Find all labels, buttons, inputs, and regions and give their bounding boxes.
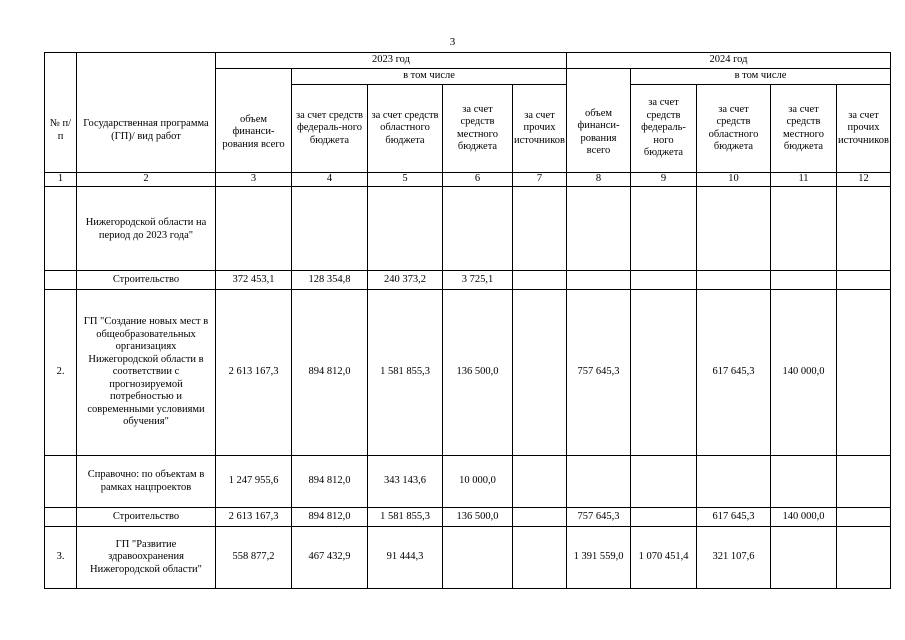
cell-oth-2024 [837,456,891,508]
cell-loc-2024 [771,456,837,508]
cell-total-2023: 2 613 167,3 [216,290,292,456]
header-year-2023: 2023 год [216,53,567,69]
cell-loc-2023 [443,187,513,271]
col-number: 12 [837,173,891,187]
cell-reg-2024: 617 645,3 [697,290,771,456]
col-number: 3 [216,173,292,187]
cell-oth-2023 [513,456,567,508]
cell-fed-2023: 894 812,0 [292,508,368,527]
header-incl-2024: в том числе [631,69,891,85]
table-row [45,508,891,527]
header-oth-2023: за счет прочих источников [513,85,567,173]
cell-total-2023 [216,187,292,271]
table-row [45,290,891,456]
header-col-program: Государственная программа (ГП)/ вид работ [77,53,216,173]
cell-fed-2024 [631,508,697,527]
cell-fed-2024 [631,290,697,456]
row-index: 3. [45,527,77,589]
cell-reg-2023: 240 373,2 [368,271,443,290]
cell-reg-2024 [697,456,771,508]
cell-total-2024 [567,456,631,508]
cell-reg-2023: 343 143,6 [368,456,443,508]
cell-total-2023: 1 247 955,6 [216,456,292,508]
col-number: 8 [567,173,631,187]
col-number: 5 [368,173,443,187]
cell-oth-2023 [513,187,567,271]
cell-reg-2024 [697,271,771,290]
cell-loc-2024 [771,271,837,290]
cell-reg-2023 [368,187,443,271]
row-name: ГП "Создание новых мест в общеобразовательных организациях Нижегородской области в соответствии с прогнозируемой потребностью и современными условиями обучения" [77,290,216,456]
cell-loc-2023: 3 725,1 [443,271,513,290]
cell-fed-2023: 128 354,8 [292,271,368,290]
cell-oth-2024 [837,290,891,456]
row-index [45,508,77,527]
table-row [45,271,891,290]
cell-fed-2023 [292,187,368,271]
cell-fed-2024: 1 070 451,4 [631,527,697,589]
cell-total-2024 [567,187,631,271]
header-total-2024: объем финанси-рования всего [567,69,631,173]
row-name: Строительство [77,271,216,290]
header-loc-2024: за счет средств местного бюджета [771,85,837,173]
row-name: Справочно: по объектам в рамках нацпроектов [77,456,216,508]
cell-total-2023: 2 613 167,3 [216,508,292,527]
cell-total-2024: 1 391 559,0 [567,527,631,589]
cell-fed-2024 [631,456,697,508]
cell-loc-2023: 136 500,0 [443,290,513,456]
cell-loc-2024 [771,527,837,589]
header-col-number: № п/п [45,53,77,173]
cell-oth-2023 [513,508,567,527]
col-number: 10 [697,173,771,187]
cell-loc-2023: 136 500,0 [443,508,513,527]
col-number: 9 [631,173,697,187]
row-name: ГП "Развитие здравоохранения Нижегородской области" [77,527,216,589]
cell-oth-2024 [837,527,891,589]
cell-oth-2023 [513,290,567,456]
header-row-numbers [45,173,891,187]
header-row-years [45,53,891,69]
col-number: 1 [45,173,77,187]
cell-reg-2024: 321 107,6 [697,527,771,589]
row-index [45,456,77,508]
col-number: 4 [292,173,368,187]
budget-table [44,52,891,589]
cell-loc-2024: 140 000,0 [771,290,837,456]
header-year-2024: 2024 год [567,53,891,69]
cell-fed-2023: 894 812,0 [292,290,368,456]
cell-oth-2023 [513,271,567,290]
cell-oth-2024 [837,271,891,290]
cell-total-2024: 757 645,3 [567,508,631,527]
header-incl-2023: в том числе [292,69,567,85]
table-row [45,456,891,508]
cell-oth-2024 [837,508,891,527]
cell-loc-2023 [443,527,513,589]
table-row [45,527,891,589]
cell-reg-2024: 617 645,3 [697,508,771,527]
cell-oth-2024 [837,187,891,271]
header-fed-2024: за счет средств федераль-ного бюджета [631,85,697,173]
cell-total-2024: 757 645,3 [567,290,631,456]
col-number: 6 [443,173,513,187]
cell-reg-2023: 1 581 855,3 [368,508,443,527]
cell-loc-2024: 140 000,0 [771,508,837,527]
col-number: 2 [77,173,216,187]
header-reg-2023: за счет средств областного бюджета [368,85,443,173]
row-index: 2. [45,290,77,456]
row-name: Строительство [77,508,216,527]
col-number: 7 [513,173,567,187]
cell-reg-2023: 91 444,3 [368,527,443,589]
table-row [45,187,891,271]
col-number: 11 [771,173,837,187]
cell-loc-2023: 10 000,0 [443,456,513,508]
cell-total-2024 [567,271,631,290]
cell-fed-2023: 467 432,9 [292,527,368,589]
row-index [45,271,77,290]
header-oth-2024: за счет прочих источников [837,85,891,173]
cell-total-2023: 372 453,1 [216,271,292,290]
cell-reg-2024 [697,187,771,271]
header-reg-2024: за счет средств областного бюджета [697,85,771,173]
cell-total-2023: 558 877,2 [216,527,292,589]
cell-fed-2024 [631,187,697,271]
cell-reg-2023: 1 581 855,3 [368,290,443,456]
header-total-2023: объем финанси-рования всего [216,69,292,173]
page-number: 3 [449,36,456,48]
cell-loc-2024 [771,187,837,271]
cell-oth-2023 [513,527,567,589]
row-name: Нижегородской области на период до 2023 года" [77,187,216,271]
header-fed-2023: за счет средств федераль-ного бюджета [292,85,368,173]
cell-fed-2023: 894 812,0 [292,456,368,508]
header-loc-2023: за счет средств местного бюджета [443,85,513,173]
row-index [45,187,77,271]
cell-fed-2024 [631,271,697,290]
